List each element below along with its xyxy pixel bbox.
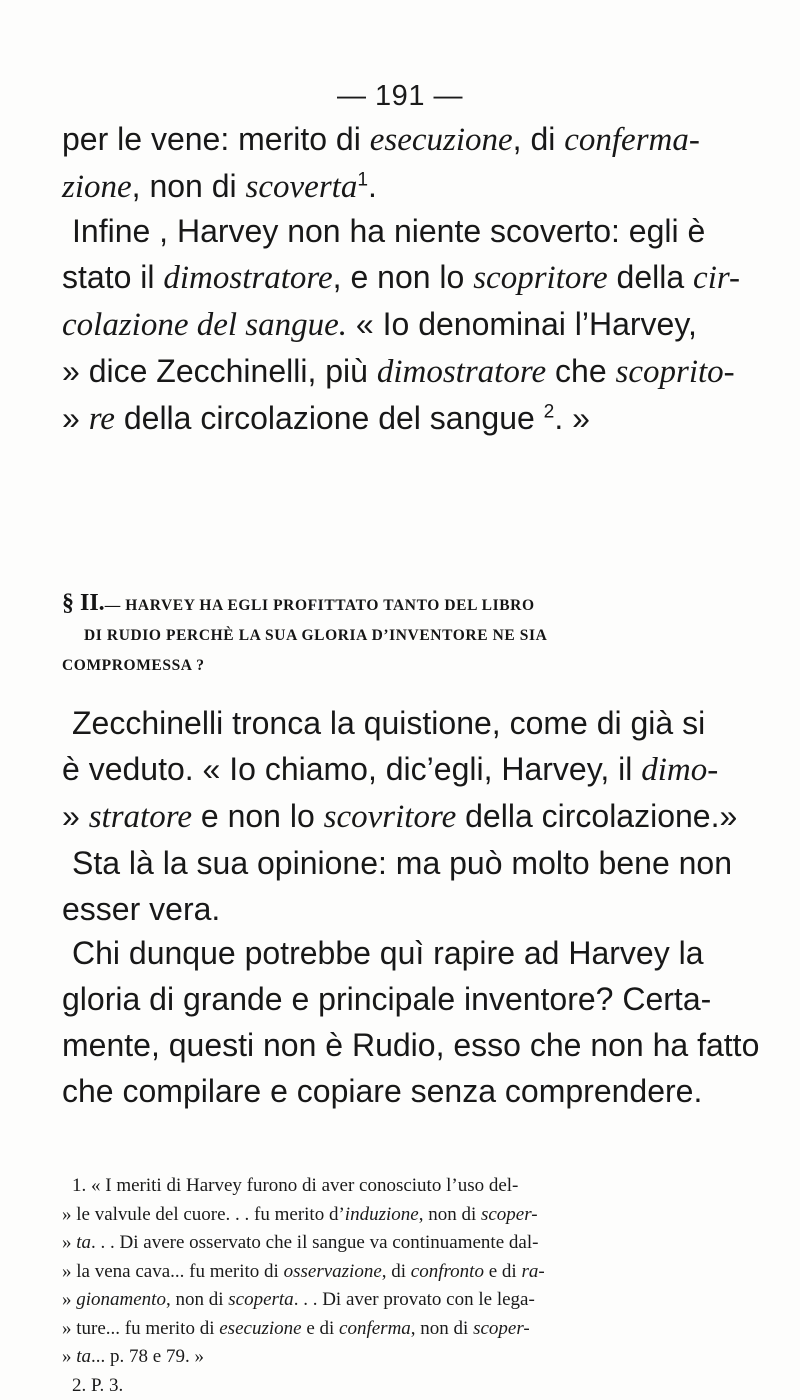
footnote-ref: 1 — [357, 169, 368, 191]
section-number: § II. — [62, 590, 105, 616]
section-heading — [62, 588, 762, 681]
footnote-ref: 2 — [543, 401, 555, 423]
text-line: » stratore e non lo scovritore della circolazione.» — [62, 798, 738, 835]
footnote-2: 2. P. 3. — [72, 1374, 124, 1396]
footnote-line: » ta... p. 78 e 79. » — [62, 1346, 204, 1367]
footnote-line: » gionamento, non di scoperta. . . Di aver provato con le lega- — [62, 1289, 535, 1310]
footnote-1: 1. « I meriti di Harvey furono di aver conosciuto l’uso del- — [72, 1175, 519, 1196]
text-line: è veduto. « Io chiamo, dic’egli, Harvey, il dimo- — [62, 751, 719, 788]
section-heading-line: DI RUDIO PERCHÈ LA SUA GLORIA D’INVENTORE NE SIA — [84, 627, 548, 644]
section-heading-line: COMPROMESSA ? — [62, 657, 205, 674]
text-line: colazione del sangue. « Io denominai l’Harvey, — [62, 306, 697, 343]
paragraph-infine — [62, 208, 762, 442]
paragraph-continuation — [62, 116, 762, 210]
text-line: Infine , Harvey non ha niente scoverto: egli è — [72, 213, 706, 249]
footnotes — [62, 1172, 762, 1400]
page-number: — 191 — — [337, 80, 463, 112]
footnote-line: » la vena cava... fu merito di osservazione, di confronto e di ra- — [62, 1260, 545, 1282]
text-line: zione, non di scoverta$^1$. — [62, 168, 377, 205]
section-heading-line: § II.— HARVEY HA EGLI PROFITTATO TANTO DEL LIBRO — [62, 590, 535, 616]
text-line: mente, questi non è Rudio, esso che non ha fatto — [62, 1027, 760, 1063]
text-line: » dice Zecchinelli, più dimostratore che scoprito- — [62, 353, 735, 390]
text-line: che compilare e copiare senza comprendere. — [62, 1073, 703, 1109]
paragraph-chi-dunque — [62, 930, 762, 1114]
text-line: Chi dunque potrebbe quì rapire ad Harvey la — [72, 935, 704, 971]
paragraph-zecchinelli — [62, 700, 762, 932]
text-line: stato il dimostratore, e non lo scopritore della cir- — [62, 259, 741, 296]
footnote-line: » le valvule del cuore. . . fu merito d’induzione, non di scoper- — [62, 1203, 538, 1225]
text-line: esser vera. — [62, 891, 221, 927]
footnote-line: » ture... fu merito di esecuzione e di conferma, non di scoper- — [62, 1317, 530, 1339]
text-line: gloria di grande e principale inventore? Certa- — [62, 981, 712, 1017]
text-line: » re della circolazione del sangue $^2$. » — [62, 400, 590, 437]
footnote-line: » ta. . . Di avere osservato che il sangue va continuamente dal- — [62, 1232, 539, 1253]
text-line: Sta là la sua opinione: ma può molto bene non — [72, 845, 733, 881]
text-line: per le vene: merito di esecuzione, di conferma- — [62, 121, 700, 158]
text-line: Zecchinelli tronca la quistione, come di già si — [72, 705, 706, 741]
